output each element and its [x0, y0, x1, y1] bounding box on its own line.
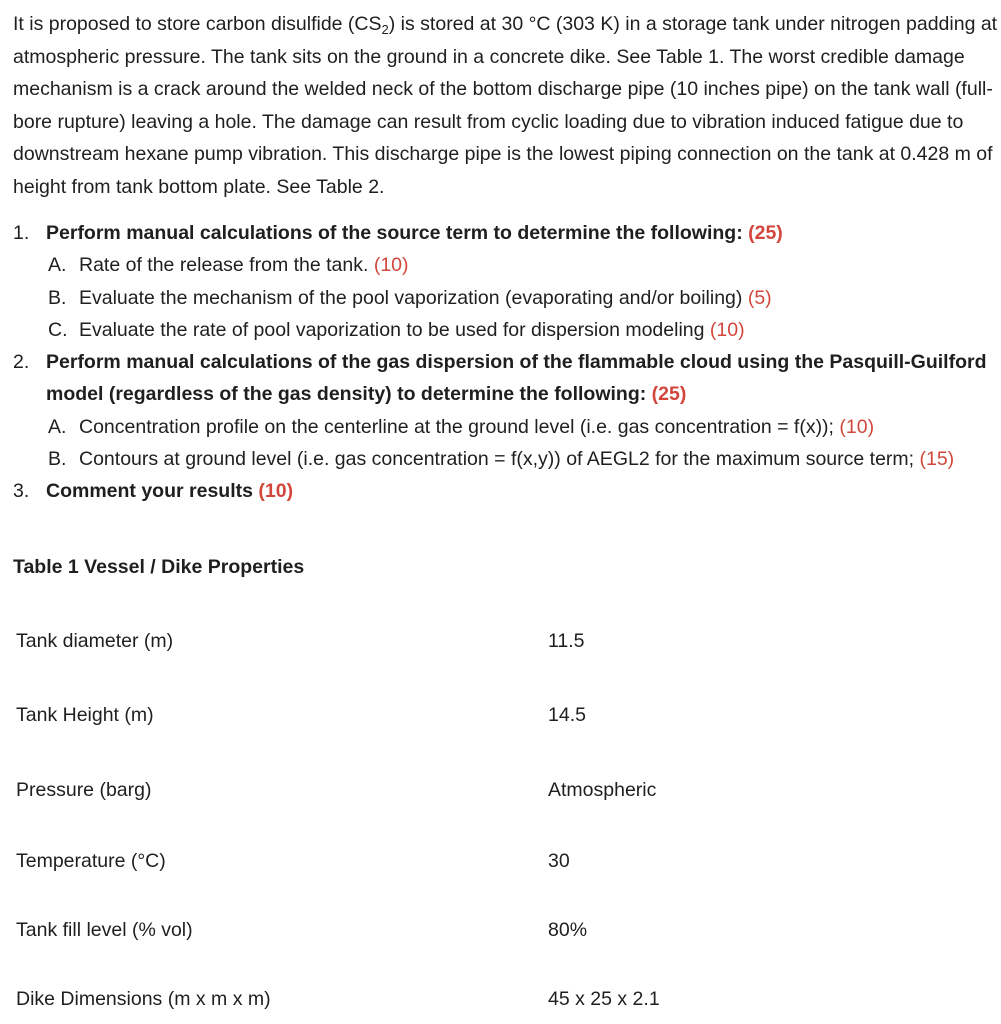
row-value: 45 x 25 x 2.1 [548, 988, 660, 1010]
row-label: Pressure (barg) [16, 779, 152, 801]
question-points: (25) [651, 383, 687, 406]
table-row [16, 626, 976, 656]
intro-subscript: 2 [381, 22, 389, 37]
question-points: (25) [748, 222, 783, 244]
question-1-sub-a [13, 249, 998, 281]
question-points: (10) [258, 480, 294, 503]
table-row [16, 984, 976, 1014]
sub-letter: C. [48, 318, 68, 341]
table-row [16, 846, 976, 876]
sub-points: (5) [747, 286, 772, 309]
question-title: Perform manual calculations of the source term to determine the following: [46, 222, 743, 244]
table-row [16, 775, 976, 805]
intro-text-part1: It is proposed to store carbon disulfide (CS [13, 13, 382, 35]
sub-points: (10) [373, 254, 409, 277]
question-number: 3. [13, 480, 30, 503]
question-1 [13, 217, 998, 249]
row-value: 80% [548, 919, 588, 941]
intro-text-part2: ) is stored at 30 °C (303 K) in a storage tank under nitrogen padding at atmospheric pressure. The tank sits on the ground in a concrete dike. See Table 1. The worst credible damage mechanism is a crack around the welded neck of the bottom discharge pipe (10 inches pipe) on the tank wall (full-bore rupture) leaving a hole. The damage can result from cyclic loading due to vibration induced fatigue due to downstream hexane pump vibration. This discharge pipe is the lowest piping connection on the tank at 0.428 m of height from tank bottom plate. See Table 2. [13, 13, 998, 198]
sub-text: Evaluate the rate of pool vaporization to be used for dispersion modeling [79, 318, 705, 341]
row-value: 14.5 [548, 704, 586, 726]
table-row [16, 915, 976, 945]
row-label: Tank fill level (% vol) [16, 919, 193, 941]
question-1-sub-c [13, 314, 998, 346]
sub-points: (10) [709, 318, 745, 341]
sub-points: (10) [839, 415, 875, 438]
row-value: 30 [548, 850, 570, 872]
intro-paragraph [13, 8, 998, 204]
sub-letter: B. [48, 448, 67, 471]
sub-letter: A. [48, 415, 67, 438]
row-label: Dike Dimensions (m x m x m) [16, 988, 271, 1010]
question-2 [13, 346, 998, 411]
question-2-sub-a [13, 411, 998, 443]
question-1-sub-b [13, 282, 998, 314]
question-list [13, 217, 998, 508]
sub-letter: A. [48, 254, 67, 277]
sub-text: Contours at ground level (i.e. gas concentration = f(x,y)) of AEGL2 for the maximum source term; [79, 448, 915, 471]
sub-text: Concentration profile on the centerline at the ground level (i.e. gas concentration = f(x)); [79, 415, 834, 438]
table-title: Table 1 Vessel / Dike Properties [13, 556, 305, 578]
sub-text: Rate of the release from the tank. [79, 254, 369, 277]
question-3 [13, 475, 998, 507]
question-2-sub-b [13, 443, 998, 475]
question-title: Perform manual calculations of the gas dispersion of the flammable cloud using the Pasquill-Guilford model (regardless of the gas density) to determine the following: [46, 351, 987, 406]
row-label: Tank Height (m) [16, 704, 154, 726]
row-value: Atmospheric [548, 779, 657, 801]
question-title: Comment your results [46, 480, 253, 503]
question-number: 1. [13, 222, 30, 244]
row-value: 11.5 [548, 630, 585, 652]
row-label: Tank diameter (m) [16, 630, 174, 652]
sub-letter: B. [48, 286, 67, 309]
sub-text: Evaluate the mechanism of the pool vaporization (evaporating and/or boiling) [79, 286, 743, 309]
row-label: Temperature (°C) [16, 850, 166, 872]
sub-points: (15) [919, 448, 955, 471]
table-row [16, 700, 976, 730]
question-number: 2. [13, 351, 30, 374]
